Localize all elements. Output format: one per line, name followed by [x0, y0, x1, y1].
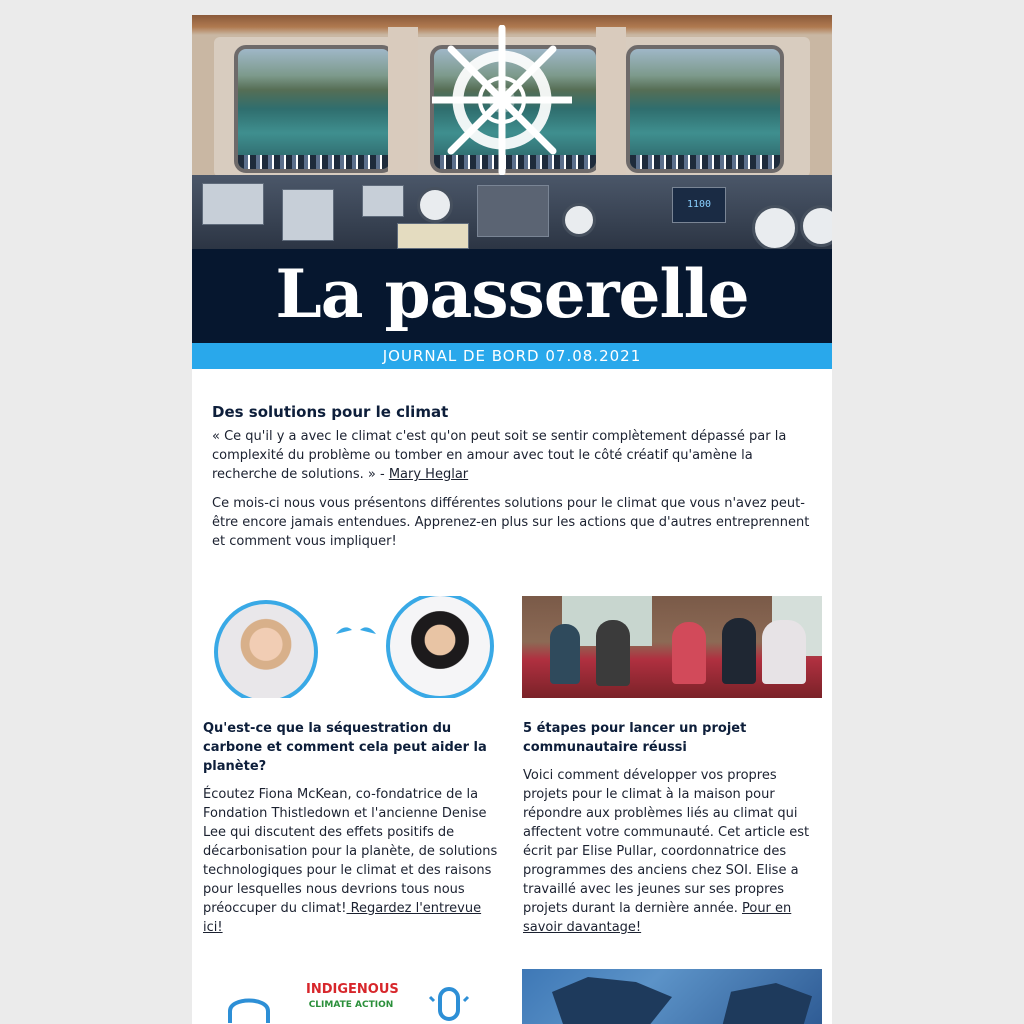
intro-heading: Des solutions pour le climat [212, 403, 449, 421]
person [672, 622, 706, 684]
portrait-denise [386, 596, 494, 698]
indigenous-climate-badge [306, 975, 399, 1024]
article-image-map[interactable] [522, 969, 822, 1024]
article-title: Qu'est-ce que la séquestration du carbone et comment cela peut aider la planète? [203, 721, 487, 774]
console-panel [397, 223, 469, 249]
article-image-community[interactable] [522, 596, 822, 698]
gauge-icon [752, 205, 798, 249]
article-body-text: Voici comment développer vos propres projets pour le climat à la maison pour répondre aux problèmes liés au climat qui affectent votre communauté. Cet article est écrit par Elise Pullar, coordonnatrice des programmes des anciens chez SOI. Elise a travaillé avec les jeunes sur ses propres projets durant la dernière année. [523, 768, 810, 916]
gauge-icon [417, 187, 453, 223]
article-link[interactable]: Pour en savoir davantage! [523, 901, 792, 935]
issue-date-band: JOURNAL DE BORD 07.08.2021 [192, 343, 832, 369]
map-landmass [552, 977, 672, 1024]
quote-author-link[interactable]: Mary Heglar [388, 467, 469, 482]
badge-line2: CLIMATE ACTION [308, 1000, 394, 1010]
hero-image [192, 15, 832, 249]
digital-display: 1100 [672, 187, 726, 223]
person [762, 620, 806, 684]
gauge-icon [562, 203, 596, 237]
control-console [192, 175, 832, 249]
helm-control [477, 185, 549, 237]
headphones-icon [224, 987, 274, 1024]
portrait-fiona [214, 600, 318, 698]
badge-line1: INDIGENOUS [306, 982, 399, 997]
article-image-carbon[interactable] [202, 596, 502, 698]
plant-in-hand-icon [322, 604, 390, 694]
console-panel [282, 189, 334, 241]
map-landmass [722, 983, 812, 1024]
gauge-icon [800, 205, 832, 247]
article-body-text: Écoutez Fiona McKean, co-fondatrice de la Fondation Thistledown et l'ancienne Denise Lee qui discutent des effets positifs de décarbonisation pour la planète, de solutions technologiques pour le climat et des raisons pour lesquelles nous devrions tous nous préoccuper du climat! [203, 787, 498, 916]
ship-wheel-icon [432, 25, 572, 175]
masthead [192, 249, 832, 343]
article-image-indigenous[interactable] [202, 969, 502, 1024]
article-body [523, 766, 823, 937]
console-panel [362, 185, 404, 217]
bridge-window-left [234, 45, 394, 173]
quote-text: « Ce qu'il y a avec le climat c'est qu'on peut soit se sentir complètement dépassé par la complexité du problème ou tomber en amour avec tout le côté créatif qu'amène la recherche de solutions. » - [212, 429, 787, 482]
bridge-window-right [626, 45, 784, 173]
article-community [523, 719, 823, 937]
article-title: 5 étapes pour lancer un projet communautaire réussi [523, 721, 747, 755]
intro-quote [212, 427, 812, 484]
article-body [203, 785, 503, 937]
article-carbon [203, 719, 503, 937]
console-panel [202, 183, 264, 225]
window-post [388, 27, 418, 177]
person [550, 624, 580, 684]
window-post [596, 27, 626, 177]
person [596, 620, 630, 686]
newsletter-title: La passerelle [275, 255, 749, 333]
intro-section [212, 403, 812, 561]
person [722, 618, 756, 684]
intro-body: Ce mois-ci nous vous présentons différentes solutions pour le climat que vous n'avez peut-être encore jamais entendues. Apprenez-en plus sur les actions que d'autres entreprennent et comment vous impliquer! [212, 496, 810, 549]
article-link[interactable]: Regardez l'entrevue ici! [203, 901, 482, 935]
microphone-icon [424, 983, 474, 1024]
